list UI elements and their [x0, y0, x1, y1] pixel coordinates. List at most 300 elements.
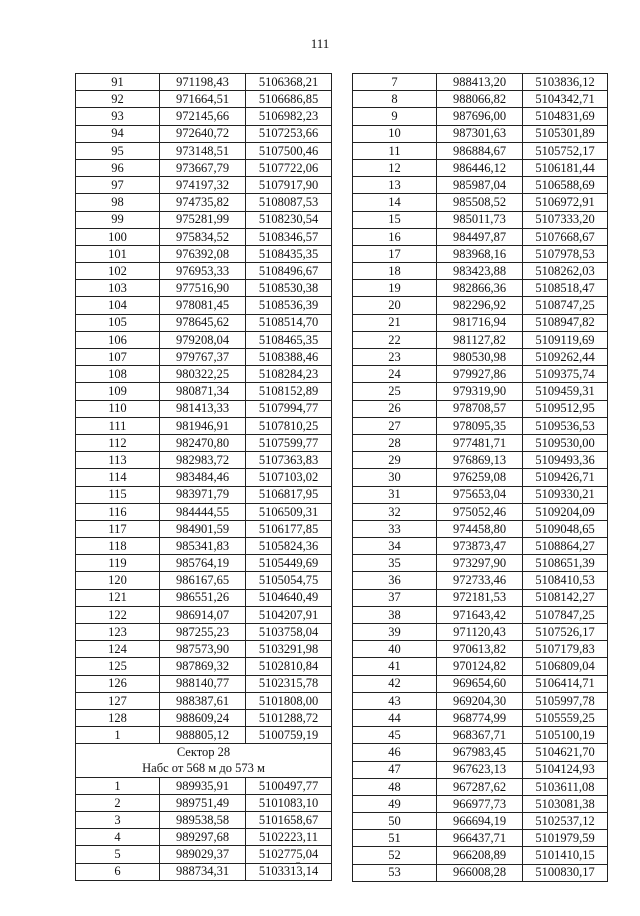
x-coordinate-cell: 979927,86	[437, 366, 523, 383]
point-number-cell: 106	[76, 331, 160, 348]
table-row	[76, 572, 332, 589]
point-number-cell: 25	[353, 383, 437, 400]
y-coordinate-cell: 5107917,90	[246, 177, 332, 194]
table-row	[76, 108, 332, 125]
y-coordinate-cell: 5103758,04	[246, 624, 332, 641]
point-number-cell: 1	[76, 777, 160, 794]
point-number-cell: 21	[353, 314, 437, 331]
table-row	[353, 658, 608, 675]
x-coordinate-cell: 972733,46	[437, 572, 523, 589]
table-row	[76, 658, 332, 675]
x-coordinate-cell: 985764,19	[160, 555, 246, 572]
point-number-cell: 5	[76, 846, 160, 863]
point-number-cell: 125	[76, 658, 160, 675]
y-coordinate-cell: 5102223,11	[246, 829, 332, 846]
y-coordinate-cell: 5108747,25	[523, 297, 608, 314]
point-number-cell: 44	[353, 709, 437, 726]
y-coordinate-cell: 5109459,31	[523, 383, 608, 400]
y-coordinate-cell: 5109119,69	[523, 331, 608, 348]
x-coordinate-cell: 975834,52	[160, 228, 246, 245]
x-coordinate-cell: 984901,59	[160, 520, 246, 537]
x-coordinate-cell: 983423,88	[437, 263, 523, 280]
point-number-cell: 10	[353, 125, 437, 142]
table-row	[76, 159, 332, 176]
table-row	[76, 366, 332, 383]
table-row	[353, 761, 608, 778]
y-coordinate-cell: 5106368,21	[246, 74, 332, 91]
point-number-cell: 97	[76, 177, 160, 194]
x-coordinate-cell: 981946,91	[160, 417, 246, 434]
y-coordinate-cell: 5101288,72	[246, 709, 332, 726]
y-coordinate-cell: 5108514,70	[246, 314, 332, 331]
table-row	[353, 606, 608, 623]
y-coordinate-cell: 5109493,36	[523, 452, 608, 469]
table-row	[353, 108, 608, 125]
y-coordinate-cell: 5108262,03	[523, 263, 608, 280]
point-number-cell: 103	[76, 280, 160, 297]
point-number-cell: 102	[76, 263, 160, 280]
y-coordinate-cell: 5109426,71	[523, 469, 608, 486]
x-coordinate-cell: 989297,68	[160, 829, 246, 846]
point-number-cell: 114	[76, 469, 160, 486]
x-coordinate-cell: 966694,19	[437, 813, 523, 830]
table-row	[353, 538, 608, 555]
table-row	[76, 331, 332, 348]
table-row	[353, 263, 608, 280]
x-coordinate-cell: 989935,91	[160, 777, 246, 794]
y-coordinate-cell: 5109512,95	[523, 400, 608, 417]
table-row	[76, 829, 332, 846]
y-coordinate-cell: 5105752,17	[523, 142, 608, 159]
table-row	[353, 452, 608, 469]
table-row	[76, 692, 332, 709]
point-number-cell: 34	[353, 538, 437, 555]
x-coordinate-cell: 979319,90	[437, 383, 523, 400]
point-number-cell: 16	[353, 228, 437, 245]
point-number-cell: 15	[353, 211, 437, 228]
y-coordinate-cell: 5105301,89	[523, 125, 608, 142]
point-number-cell: 112	[76, 434, 160, 451]
x-coordinate-cell: 969204,30	[437, 692, 523, 709]
table-row	[353, 864, 608, 881]
point-number-cell: 108	[76, 366, 160, 383]
y-coordinate-cell: 5101410,15	[523, 847, 608, 864]
table-row	[353, 159, 608, 176]
table-row	[76, 812, 332, 829]
point-number-cell: 48	[353, 778, 437, 795]
y-coordinate-cell: 5104640,49	[246, 589, 332, 606]
table-row	[76, 727, 332, 744]
x-coordinate-cell: 985508,52	[437, 194, 523, 211]
point-number-cell: 3	[76, 812, 160, 829]
point-number-cell: 111	[76, 417, 160, 434]
point-number-cell: 7	[353, 74, 437, 91]
x-coordinate-cell: 974735,82	[160, 194, 246, 211]
y-coordinate-cell: 5108087,53	[246, 194, 332, 211]
sector-title: Сектор 28	[76, 744, 332, 761]
page-number: 111	[310, 36, 330, 51]
table-row	[353, 486, 608, 503]
point-number-cell: 51	[353, 830, 437, 847]
y-coordinate-cell: 5102810,84	[246, 658, 332, 675]
y-coordinate-cell: 5105449,69	[246, 555, 332, 572]
table-row	[76, 297, 332, 314]
x-coordinate-cell: 969654,60	[437, 675, 523, 692]
y-coordinate-cell: 5108496,67	[246, 263, 332, 280]
point-number-cell: 29	[353, 452, 437, 469]
y-coordinate-cell: 5107500,46	[246, 142, 332, 159]
table-row	[76, 469, 332, 486]
y-coordinate-cell: 5106809,04	[523, 658, 608, 675]
x-coordinate-cell: 988805,12	[160, 727, 246, 744]
point-number-cell: 119	[76, 555, 160, 572]
point-number-cell: 46	[353, 744, 437, 761]
table-row	[76, 863, 332, 880]
table-row	[353, 830, 608, 847]
table-row	[353, 520, 608, 537]
x-coordinate-cell: 967983,45	[437, 744, 523, 761]
point-number-cell: 96	[76, 159, 160, 176]
y-coordinate-cell: 5104342,71	[523, 91, 608, 108]
y-coordinate-cell: 5107103,02	[246, 469, 332, 486]
y-coordinate-cell: 5108410,53	[523, 572, 608, 589]
point-number-cell: 117	[76, 520, 160, 537]
table-row	[353, 314, 608, 331]
table-row	[353, 555, 608, 572]
point-number-cell: 20	[353, 297, 437, 314]
x-coordinate-cell: 967287,62	[437, 778, 523, 795]
y-coordinate-cell: 5104207,91	[246, 606, 332, 623]
x-coordinate-cell: 982866,36	[437, 280, 523, 297]
point-number-cell: 49	[353, 795, 437, 812]
x-coordinate-cell: 988387,61	[160, 692, 246, 709]
x-coordinate-cell: 970124,82	[437, 658, 523, 675]
y-coordinate-cell: 5103313,14	[246, 863, 332, 880]
y-coordinate-cell: 5103291,98	[246, 641, 332, 658]
y-coordinate-cell: 5106982,23	[246, 108, 332, 125]
table-row	[76, 245, 332, 262]
y-coordinate-cell: 5108388,46	[246, 349, 332, 366]
x-coordinate-cell: 977481,71	[437, 434, 523, 451]
point-number-cell: 122	[76, 606, 160, 623]
point-number-cell: 28	[353, 434, 437, 451]
point-number-cell: 124	[76, 641, 160, 658]
y-coordinate-cell: 5100830,17	[523, 864, 608, 881]
table-row	[76, 228, 332, 245]
table-row	[76, 263, 332, 280]
table-row	[76, 486, 332, 503]
y-coordinate-cell: 5109536,53	[523, 417, 608, 434]
point-number-cell: 92	[76, 91, 160, 108]
x-coordinate-cell: 986551,26	[160, 589, 246, 606]
table-row	[353, 847, 608, 864]
y-coordinate-cell: 5109530,00	[523, 434, 608, 451]
point-number-cell: 12	[353, 159, 437, 176]
point-number-cell: 42	[353, 675, 437, 692]
y-coordinate-cell: 5107994,77	[246, 400, 332, 417]
x-coordinate-cell: 971198,43	[160, 74, 246, 91]
y-coordinate-cell: 5107526,17	[523, 624, 608, 641]
x-coordinate-cell: 980871,34	[160, 383, 246, 400]
y-coordinate-cell: 5100759,19	[246, 727, 332, 744]
x-coordinate-cell: 985011,73	[437, 211, 523, 228]
y-coordinate-cell: 5106177,85	[246, 520, 332, 537]
point-number-cell: 105	[76, 314, 160, 331]
x-coordinate-cell: 979208,04	[160, 331, 246, 348]
y-coordinate-cell: 5104831,69	[523, 108, 608, 125]
y-coordinate-cell: 5101979,59	[523, 830, 608, 847]
table-row	[76, 624, 332, 641]
table-row	[76, 846, 332, 863]
x-coordinate-cell: 982296,92	[437, 297, 523, 314]
x-coordinate-cell: 983971,79	[160, 486, 246, 503]
x-coordinate-cell: 987301,63	[437, 125, 523, 142]
table-row	[353, 383, 608, 400]
y-coordinate-cell: 5102775,04	[246, 846, 332, 863]
point-number-cell: 6	[76, 863, 160, 880]
y-coordinate-cell: 5108152,89	[246, 383, 332, 400]
coordinates-table-right	[352, 73, 608, 882]
y-coordinate-cell: 5102315,78	[246, 675, 332, 692]
x-coordinate-cell: 981127,82	[437, 331, 523, 348]
table-row	[353, 400, 608, 417]
point-number-cell: 128	[76, 709, 160, 726]
point-number-cell: 30	[353, 469, 437, 486]
point-number-cell: 95	[76, 142, 160, 159]
table-row	[353, 211, 608, 228]
x-coordinate-cell: 970613,82	[437, 641, 523, 658]
point-number-cell: 27	[353, 417, 437, 434]
y-coordinate-cell: 5106972,91	[523, 194, 608, 211]
x-coordinate-cell: 987255,23	[160, 624, 246, 641]
table-row	[353, 245, 608, 262]
x-coordinate-cell: 985987,04	[437, 177, 523, 194]
table-row	[76, 417, 332, 434]
table-row	[76, 194, 332, 211]
y-coordinate-cell: 5103081,38	[523, 795, 608, 812]
y-coordinate-cell: 5104621,70	[523, 744, 608, 761]
x-coordinate-cell: 989751,49	[160, 794, 246, 811]
x-coordinate-cell: 989029,37	[160, 846, 246, 863]
x-coordinate-cell: 975281,99	[160, 211, 246, 228]
y-coordinate-cell: 5107847,25	[523, 606, 608, 623]
table-row	[76, 641, 332, 658]
y-coordinate-cell: 5101083,10	[246, 794, 332, 811]
y-coordinate-cell: 5108864,27	[523, 538, 608, 555]
table-row	[76, 794, 332, 811]
point-number-cell: 17	[353, 245, 437, 262]
y-coordinate-cell: 5108530,38	[246, 280, 332, 297]
y-coordinate-cell: 5106817,95	[246, 486, 332, 503]
x-coordinate-cell: 978081,45	[160, 297, 246, 314]
y-coordinate-cell: 5105997,78	[523, 692, 608, 709]
table-row	[76, 761, 332, 778]
x-coordinate-cell: 984444,55	[160, 503, 246, 520]
point-number-cell: 32	[353, 503, 437, 520]
x-coordinate-cell: 987573,90	[160, 641, 246, 658]
y-coordinate-cell: 5106509,31	[246, 503, 332, 520]
y-coordinate-cell: 5108284,23	[246, 366, 332, 383]
table-row	[353, 641, 608, 658]
point-number-cell: 109	[76, 383, 160, 400]
point-number-cell: 121	[76, 589, 160, 606]
y-coordinate-cell: 5103836,12	[523, 74, 608, 91]
point-number-cell: 43	[353, 692, 437, 709]
table-row	[353, 813, 608, 830]
table-row	[76, 744, 332, 761]
x-coordinate-cell: 981716,94	[437, 314, 523, 331]
x-coordinate-cell: 974458,80	[437, 520, 523, 537]
point-number-cell: 38	[353, 606, 437, 623]
point-number-cell: 24	[353, 366, 437, 383]
point-number-cell: 93	[76, 108, 160, 125]
y-coordinate-cell: 5103611,08	[523, 778, 608, 795]
y-coordinate-cell: 5107179,83	[523, 641, 608, 658]
point-number-cell: 99	[76, 211, 160, 228]
table-row	[353, 366, 608, 383]
table-row	[76, 142, 332, 159]
y-coordinate-cell: 5101808,00	[246, 692, 332, 709]
table-row	[353, 744, 608, 761]
point-number-cell: 107	[76, 349, 160, 366]
table-row	[353, 503, 608, 520]
y-coordinate-cell: 5109204,09	[523, 503, 608, 520]
table-row	[353, 331, 608, 348]
point-number-cell: 26	[353, 400, 437, 417]
point-number-cell: 13	[353, 177, 437, 194]
point-number-cell: 120	[76, 572, 160, 589]
point-number-cell: 104	[76, 297, 160, 314]
x-coordinate-cell: 982470,80	[160, 434, 246, 451]
x-coordinate-cell: 973873,47	[437, 538, 523, 555]
table-row	[76, 589, 332, 606]
point-number-cell: 4	[76, 829, 160, 846]
x-coordinate-cell: 972640,72	[160, 125, 246, 142]
point-number-cell: 14	[353, 194, 437, 211]
y-coordinate-cell: 5108346,57	[246, 228, 332, 245]
point-number-cell: 126	[76, 675, 160, 692]
table-row	[353, 177, 608, 194]
table-row	[76, 606, 332, 623]
point-number-cell: 23	[353, 349, 437, 366]
y-coordinate-cell: 5105054,75	[246, 572, 332, 589]
point-number-cell: 39	[353, 624, 437, 641]
sector-subtitle: Набс от 568 м до 573 м	[76, 761, 332, 778]
coordinates-table-left	[75, 73, 332, 881]
y-coordinate-cell: 5109048,65	[523, 520, 608, 537]
x-coordinate-cell: 982983,72	[160, 452, 246, 469]
x-coordinate-cell: 986167,65	[160, 572, 246, 589]
x-coordinate-cell: 966977,73	[437, 795, 523, 812]
point-number-cell: 45	[353, 727, 437, 744]
y-coordinate-cell: 5108518,47	[523, 280, 608, 297]
point-number-cell: 115	[76, 486, 160, 503]
y-coordinate-cell: 5105559,25	[523, 709, 608, 726]
point-number-cell: 116	[76, 503, 160, 520]
y-coordinate-cell: 5101658,67	[246, 812, 332, 829]
table-row	[76, 383, 332, 400]
x-coordinate-cell: 978708,57	[437, 400, 523, 417]
point-number-cell: 8	[353, 91, 437, 108]
x-coordinate-cell: 976953,33	[160, 263, 246, 280]
x-coordinate-cell: 976392,08	[160, 245, 246, 262]
y-coordinate-cell: 5108435,35	[246, 245, 332, 262]
y-coordinate-cell: 5107599,77	[246, 434, 332, 451]
x-coordinate-cell: 986914,07	[160, 606, 246, 623]
table-row	[353, 434, 608, 451]
x-coordinate-cell: 967623,13	[437, 761, 523, 778]
y-coordinate-cell: 5105824,36	[246, 538, 332, 555]
x-coordinate-cell: 968774,99	[437, 709, 523, 726]
point-number-cell: 53	[353, 864, 437, 881]
table-row	[353, 727, 608, 744]
y-coordinate-cell: 5106686,85	[246, 91, 332, 108]
point-number-cell: 1	[76, 727, 160, 744]
y-coordinate-cell: 5107668,67	[523, 228, 608, 245]
table-row	[353, 142, 608, 159]
point-number-cell: 50	[353, 813, 437, 830]
table-row	[76, 177, 332, 194]
x-coordinate-cell: 984497,87	[437, 228, 523, 245]
point-number-cell: 9	[353, 108, 437, 125]
table-row	[353, 675, 608, 692]
table-row	[353, 624, 608, 641]
x-coordinate-cell: 966437,71	[437, 830, 523, 847]
point-number-cell: 113	[76, 452, 160, 469]
scan-speck	[296, 862, 300, 863]
x-coordinate-cell: 974197,32	[160, 177, 246, 194]
x-coordinate-cell: 972145,66	[160, 108, 246, 125]
x-coordinate-cell: 985341,83	[160, 538, 246, 555]
x-coordinate-cell: 979767,37	[160, 349, 246, 366]
y-coordinate-cell: 5100497,77	[246, 777, 332, 794]
y-coordinate-cell: 5107722,06	[246, 159, 332, 176]
x-coordinate-cell: 983968,16	[437, 245, 523, 262]
table-row	[76, 452, 332, 469]
point-number-cell: 110	[76, 400, 160, 417]
y-coordinate-cell: 5107333,20	[523, 211, 608, 228]
table-row	[76, 125, 332, 142]
x-coordinate-cell: 980530,98	[437, 349, 523, 366]
point-number-cell: 52	[353, 847, 437, 864]
x-coordinate-cell: 986446,12	[437, 159, 523, 176]
x-coordinate-cell: 978095,35	[437, 417, 523, 434]
x-coordinate-cell: 966008,28	[437, 864, 523, 881]
y-coordinate-cell: 5104124,93	[523, 761, 608, 778]
point-number-cell: 41	[353, 658, 437, 675]
point-number-cell: 18	[353, 263, 437, 280]
x-coordinate-cell: 971120,43	[437, 624, 523, 641]
y-coordinate-cell: 5105100,19	[523, 727, 608, 744]
x-coordinate-cell: 988734,31	[160, 863, 246, 880]
table-row	[353, 692, 608, 709]
point-number-cell: 22	[353, 331, 437, 348]
table-row	[76, 314, 332, 331]
table-row	[353, 297, 608, 314]
point-number-cell: 91	[76, 74, 160, 91]
point-number-cell: 37	[353, 589, 437, 606]
y-coordinate-cell: 5107363,83	[246, 452, 332, 469]
point-number-cell: 118	[76, 538, 160, 555]
y-coordinate-cell: 5109375,74	[523, 366, 608, 383]
table-row	[353, 91, 608, 108]
table-row	[76, 91, 332, 108]
x-coordinate-cell: 968367,71	[437, 727, 523, 744]
y-coordinate-cell: 5107810,25	[246, 417, 332, 434]
point-number-cell: 33	[353, 520, 437, 537]
point-number-cell: 123	[76, 624, 160, 641]
table-row	[76, 211, 332, 228]
